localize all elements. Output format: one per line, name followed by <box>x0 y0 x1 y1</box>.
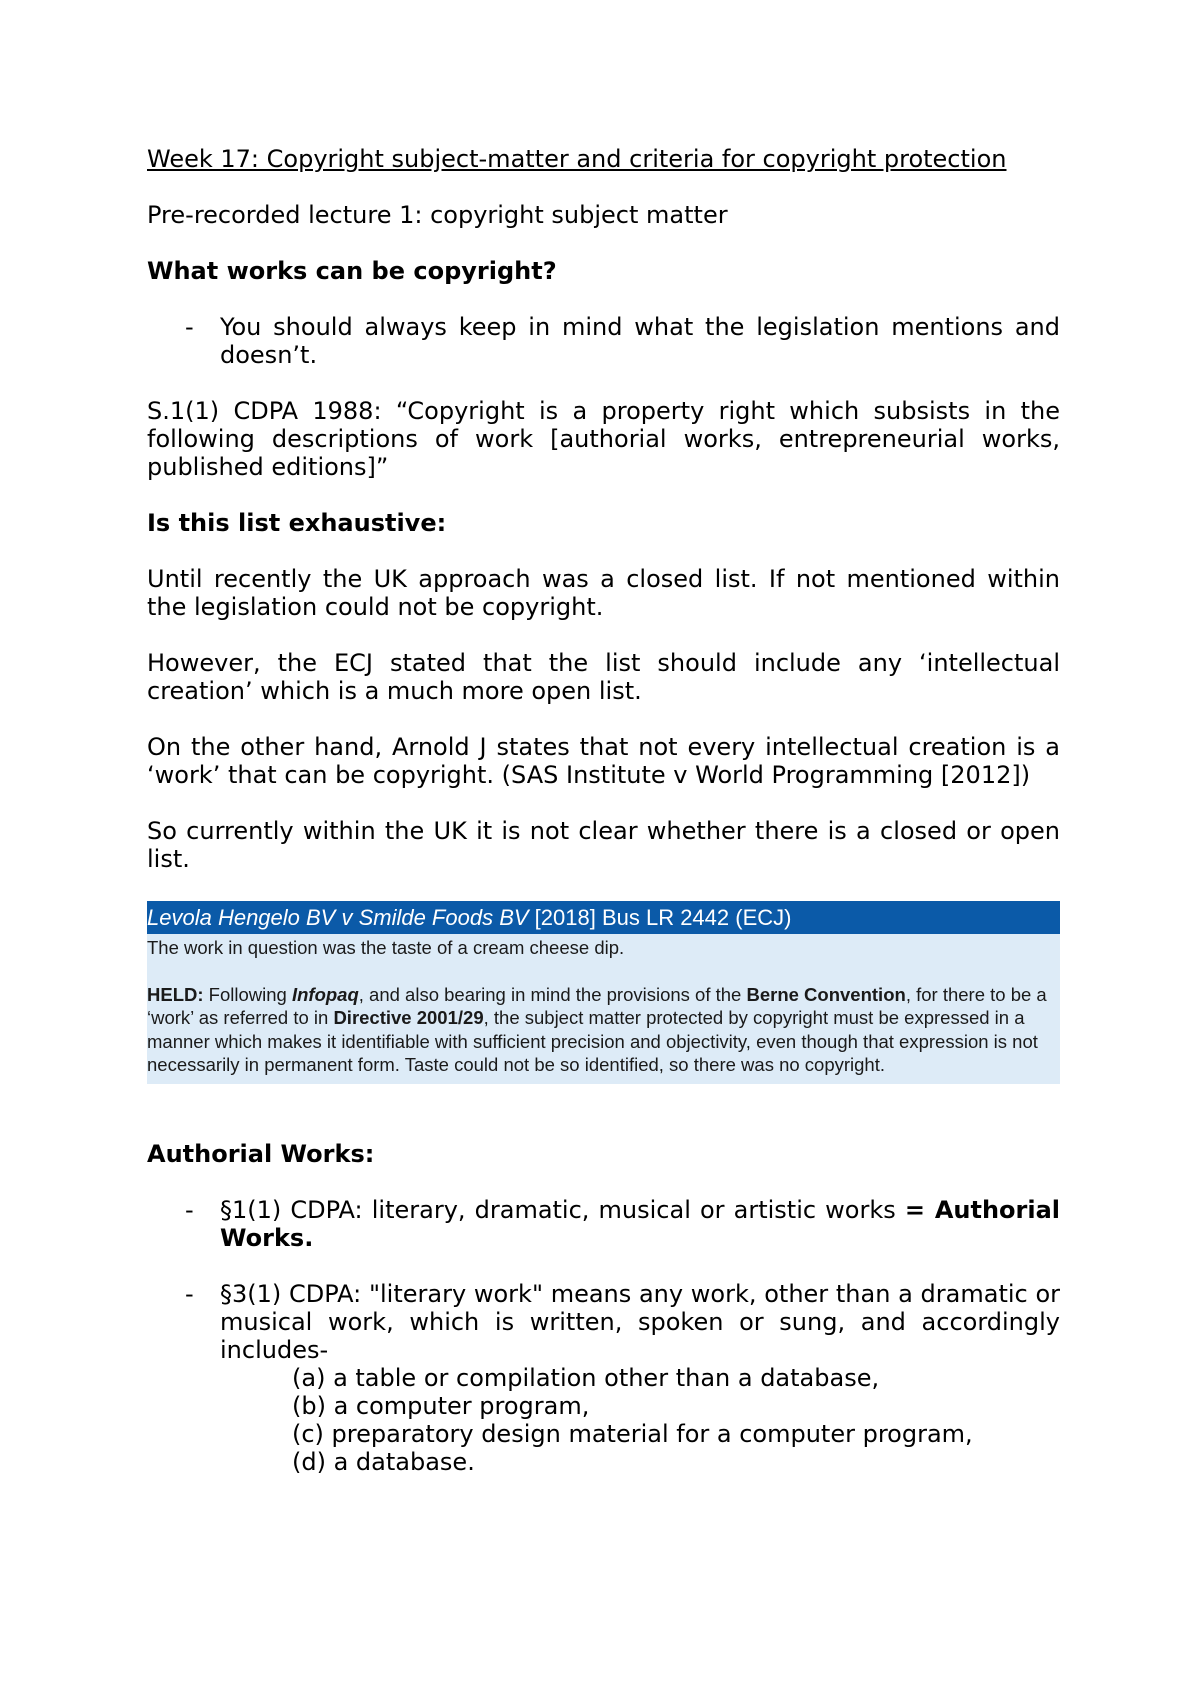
case-held <box>147 983 1060 1077</box>
bullet-s1-cdpa <box>147 1196 1060 1252</box>
bullet-dash: - <box>185 313 194 341</box>
sublist-item: (b) a computer program, <box>292 1391 590 1420</box>
paragraph-ecj: However, the ECJ stated that the list should include any ‘intellectual creation’ which is a much more open list. <box>147 649 1060 705</box>
document-page <box>147 0 1060 1476</box>
sublist-item: (c) preparatory design material for a computer program, <box>292 1419 973 1448</box>
section-heading-what-works: What works can be copyright? <box>147 257 557 285</box>
bullet-text: You should always keep in mind what the legislation mentions and doesn’t. <box>220 313 1060 369</box>
bullet-bold-text: = Authorial Works. <box>220 1195 1061 1252</box>
statute-quote-s1: S.1(1) CDPA 1988: “Copyright is a property right which subsists in the following descriptions of work [authorial works, entrepreneurial works, published editions]” <box>147 397 1060 481</box>
lecture-subtitle: Pre-recorded lecture 1: copyright subject matter <box>147 201 728 229</box>
paragraph-uk-unclear: So currently within the UK it is not clear whether there is a closed or open list. <box>147 817 1060 873</box>
berne-convention-ref: Berne Convention <box>746 983 906 1005</box>
held-text: Following <box>203 983 292 1005</box>
case-summary <box>147 934 1060 1084</box>
section-heading-exhaustive: Is this list exhaustive: <box>147 509 447 537</box>
page-title: Week 17: Copyright subject-matter and criteria for copyright protection <box>147 145 1007 173</box>
case-box <box>147 901 1060 1084</box>
bullet-s3-cdpa <box>147 1280 1060 1364</box>
paragraph-arnold-j: On the other hand, Arnold J states that not every intellectual creation is a ‘work’ that can be copyright. (SAS Institute v World Programming [2012]) <box>147 733 1060 789</box>
bullet-dash: - <box>185 1195 194 1224</box>
sublist-item: (a) a table or compilation other than a database, <box>292 1363 880 1392</box>
section-heading-authorial: Authorial Works: <box>147 1139 375 1168</box>
held-label: HELD: <box>147 983 204 1005</box>
infopaq-ref: Infopaq <box>291 983 359 1005</box>
bullet-legislation <box>147 313 1060 369</box>
bullet-dash: - <box>185 1279 194 1308</box>
literary-work-sublist <box>147 1364 1060 1476</box>
case-citation: [2018] Bus LR 2442 (ECJ) <box>528 905 792 930</box>
bullet-text: §1(1) CDPA: literary, dramatic, musical or artistic works <box>220 1195 905 1224</box>
paragraph-closed-list: Until recently the UK approach was a closed list. If not mentioned within the legislation could not be copyright. <box>147 565 1060 621</box>
sublist-item: (d) a database. <box>292 1447 475 1476</box>
directive-ref: Directive 2001/29 <box>333 1007 484 1028</box>
bullet-text: §3(1) CDPA: "literary work" means any work, other than a dramatic or musical work, which is written, spoken or sung, and accordingly includes- <box>220 1279 1060 1364</box>
held-text: , for there to be a ‘work’ as referred to in <box>147 983 1047 1028</box>
case-name: Levola Hengelo BV v Smilde Foods BV <box>147 905 529 930</box>
case-title-bar <box>147 901 1060 934</box>
held-text: , and also bearing in mind the provisions of the <box>358 983 747 1005</box>
held-text: , the subject matter protected by copyright must be expressed in a manner which makes it identifiable with sufficient precision and objectivity, even though that expression is not necessarily in permanent form. Taste could not be so identified, so there was no copyright. <box>147 1007 1038 1075</box>
case-facts: The work in question was the taste of a cream cheese dip. <box>147 937 625 958</box>
